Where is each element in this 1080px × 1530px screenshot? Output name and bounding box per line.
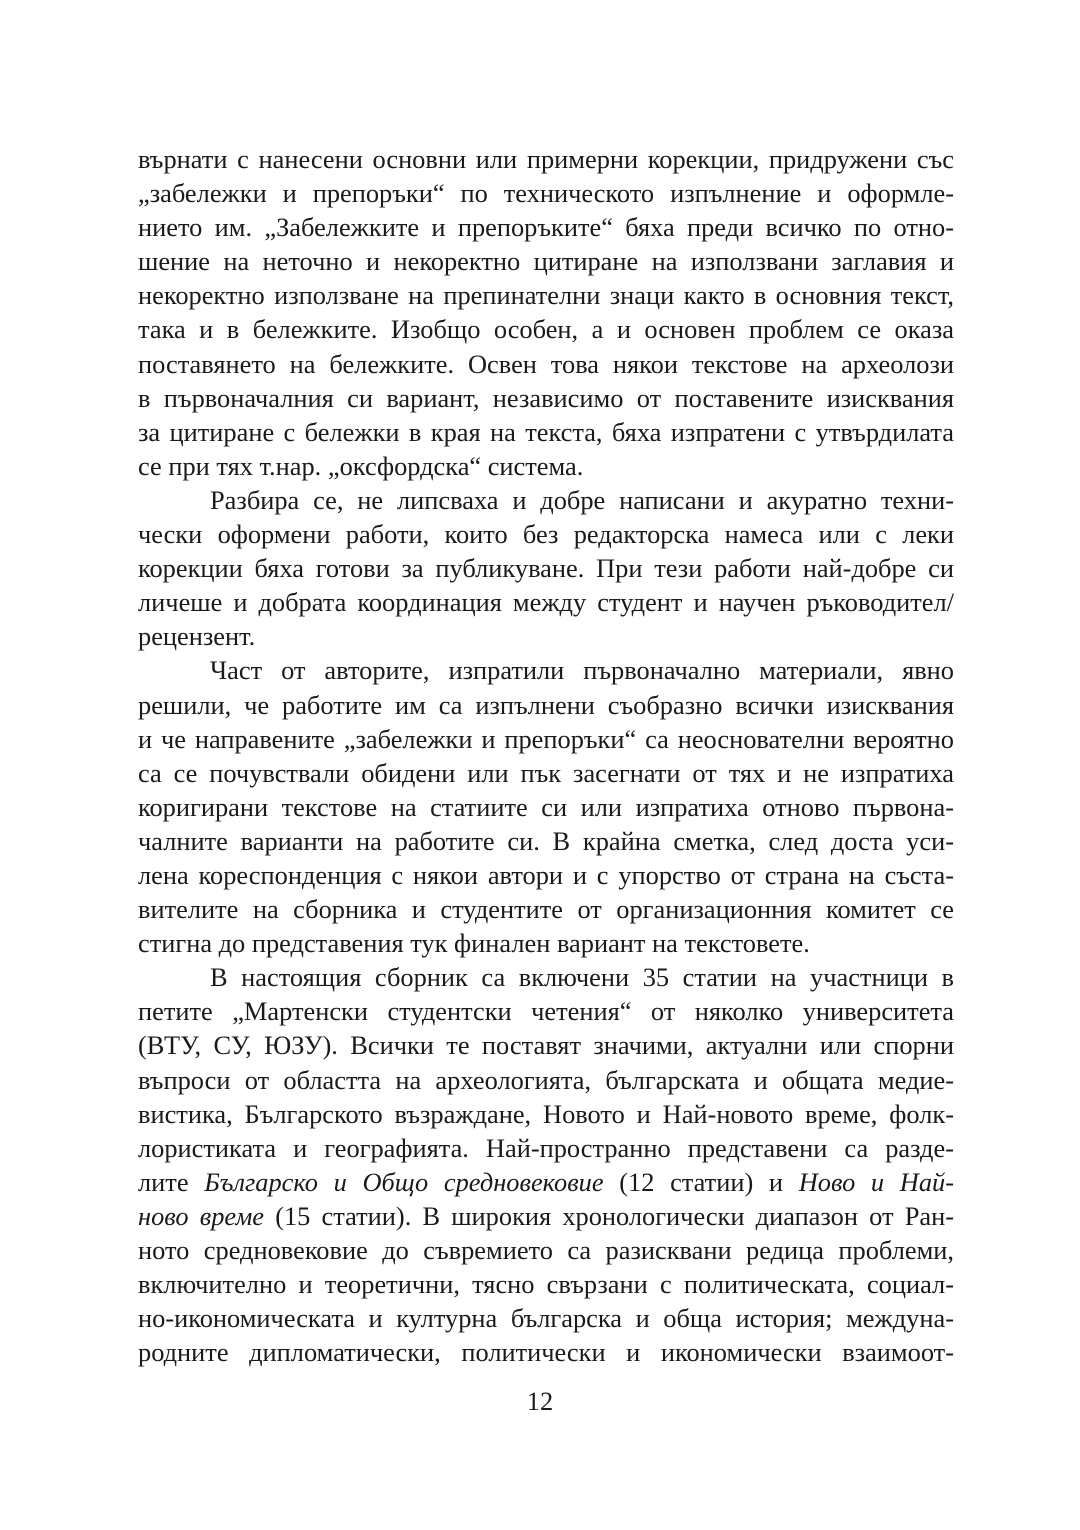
text-line: (ВТУ, СУ, ЮЗУ). Всички те поставят значими, актуални или спорни [138,1030,954,1061]
text-line: върнати с нанесени основни или примерни корекции, придружени със [138,144,954,174]
paragraph-2 [138,483,954,653]
text-line-with-italic [138,1199,954,1233]
paragraph-3 [138,653,954,960]
text-line-with-italic [138,1165,954,1199]
text-line: В настоящия сборник са включени 35 статии на участници в [210,962,954,993]
text-run: (15 статии). В широкия хронологически диапазон от Ран- [264,1200,954,1231]
text-line: некоректно използване на препинателни знаци както в основния текст, [138,280,954,311]
text-line: ното средновековие до съвремието са разисквани редица проблеми, [138,1235,954,1265]
text-line: вистика, Българското възраждане, Новото и Най-новото време, фолк- [138,1098,954,1129]
text-line: поставянето на бележките. Освен това някои текстове на археолози [138,348,954,379]
text-line: така и в бележките. Изобщо особен, а и основен проблем се оказа [138,314,954,345]
text-line: коригирани текстове на статиите си или изпратиха отново първона- [138,791,954,822]
text-line: петите „Мартенски студентски четения“ от няколко университета [138,996,954,1027]
paragraph-1 [138,142,954,483]
page-number: 12 [526,1386,554,1416]
text-line: родните дипломатически, политически и икономически взаимоот- [138,1337,954,1368]
text-line: решили, че работите им са изпълнени съобразно всички изисквания [138,689,954,720]
text-line: „забележки и препоръки“ по техническото изпълнение и оформле- [138,178,954,209]
text-line: лористиката и географията. Най-пространно представени са разде- [138,1132,954,1163]
text-line: и че направените „забележки и препоръки“ са неоснователни вероятно [138,723,954,754]
section-title-italic: Ново и Най- [798,1166,955,1197]
text-line: са се почувствали обидени или пък засегнати от тях и не изпратиха [138,757,954,788]
text-line: стигна до представения тук финален вариант на текстовете. [138,928,810,959]
text-run: лите [138,1166,205,1197]
text-line: корекции бяха готови за публикуване. При тези работи най-добре си [138,553,954,584]
text-line: вителите на сборника и студентите от организационния комитет се [138,894,954,925]
page-body [138,142,954,1369]
text-line: въпроси от областта на археологията, българската и общата медие- [138,1064,954,1095]
section-title-italic: Българско и Общо средновековие [204,1166,604,1197]
text-line: в първоначалния си вариант, независимо от поставените изисквания [138,382,954,413]
text-line: се при тях т.нар. „оксфордска“ система. [138,450,584,481]
text-line: чески оформени работи, които без редакторска намеса или с леки [138,519,954,550]
text-line: включително и теоретични, тясно свързани с политическата, социал- [138,1269,954,1300]
text-line: лена кореспонденция с някои автори и с упорство от страна на съста- [138,859,954,890]
paragraph-4 [138,960,954,1369]
text-run: (12 статии) и [603,1166,799,1197]
text-line: Част от авторите, изпратили първоначално материали, явно [210,655,954,686]
text-line: рецензент. [138,621,256,652]
section-title-italic: ново време [138,1200,265,1231]
text-line: шение на неточно и некоректно цитиране на използвани заглавия и [138,246,954,277]
text-line: чалните варианти на работите си. В крайна сметка, след доста уси- [138,825,954,856]
text-line: нието им. „Забележките и препоръките“ бяха преди всичко по отно- [138,212,954,243]
text-line: Разбира се, не липсваха и добре написани и акуратно техни- [210,484,954,515]
text-line: но-икономическата и културна българска и обща история; междуна- [138,1303,954,1334]
text-line: личеше и добрата координация между студент и научен ръководител/ [138,587,954,618]
text-line: за цитиране с бележки в края на текста, бяха изпратени с утвърдилата [138,416,954,447]
